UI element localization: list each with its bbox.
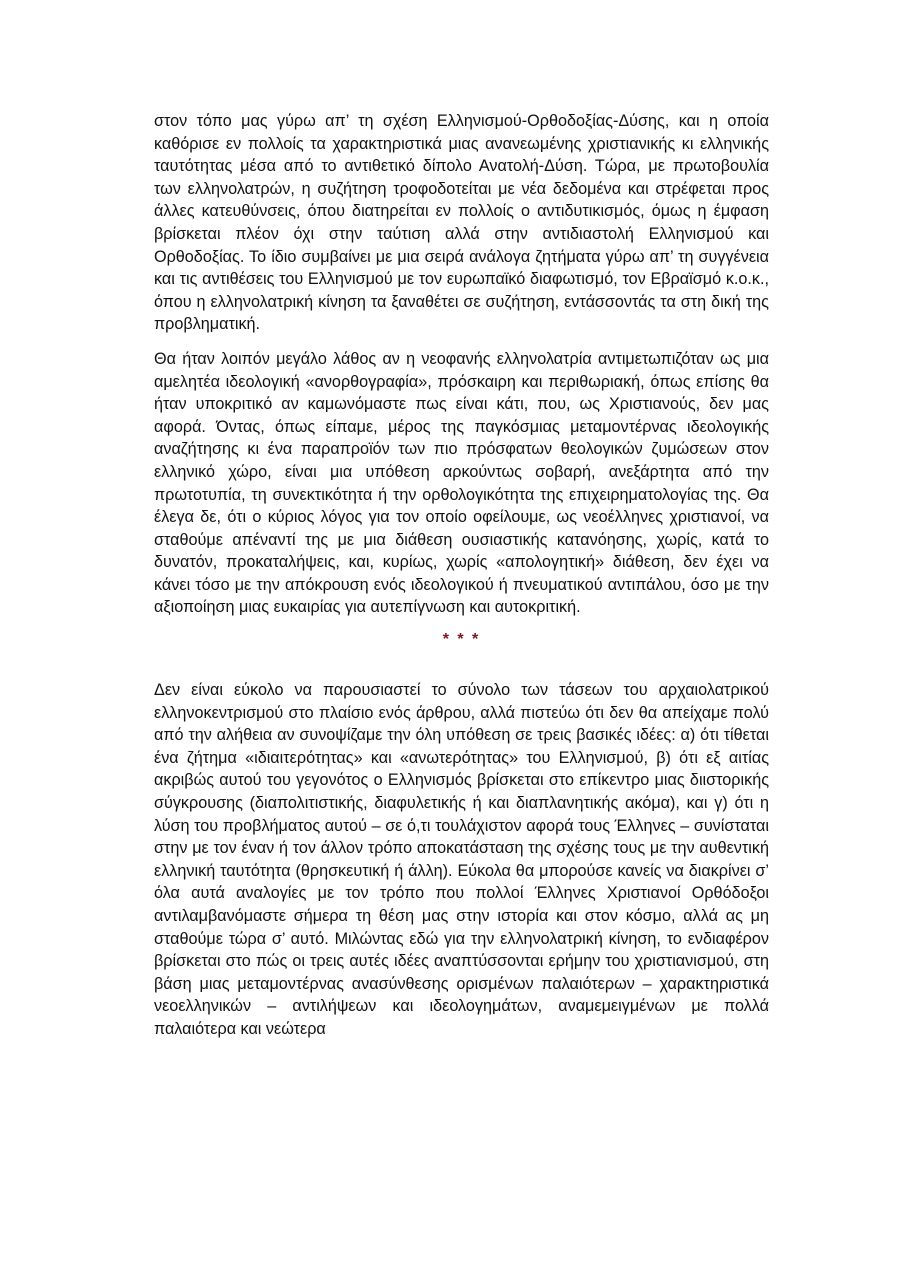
body-text [154, 110, 769, 1041]
paragraph-1: στον τόπο μας γύρω απ’ τη σχέση Ελληνισμού-Ορθοδοξίας-Δύσης, και η οποία καθόρισε εν πολλοίς τα χαρακτηριστικά μιας ανανεωμένης χριστιανικής κι ελληνικής ταυτότητας μέσα από το αντιθετικό δίπολο Ανατολή-Δύση. Τώρα, με πρωτοβουλία των ελληνολατρών, η συζήτηση τροφοδοτείται με νέα δεδομένα και στρέφεται προς άλλες κατευθύνσεις, όπου διατηρείται εν πολλοίς ο αντιδυτικισμός, όμως η έμφαση βρίσκεται πλέον όχι στην ταύτιση αλλά στην αντιδιαστολή Ελληνισμού και Ορθοδοξίας. Το ίδιο συμβαίνει με μια σειρά ανάλογα ζητήματα γύρω απ’ τη συγγένεια και τις αντιθέσεις του Ελληνισμού με τον ευρωπαϊκό διαφωτισμό, τον Εβραϊσμό κ.ο.κ., όπου η ελληνολατρική κίνηση τα ξαναθέτει σε συζήτηση, εντάσσοντάς τα στη δική της προβληματική. [154, 112, 769, 334]
section-separator: * * * [442, 631, 481, 649]
paragraph-3: Δεν είναι εύκολο να παρουσιαστεί το σύνολο των τάσεων του αρχαιολατρικού ελληνοκεντρισμού στο πλαίσιο ενός άρθρου, αλλά πιστεύω ότι δεν θα απείχαμε πολύ από την αλήθεια αν συνοψίζαμε την όλη υπόθεση σε τρεις βασικές ιδέες: α) ότι τίθεται ένα ζήτημα «ιδιαιτερότητας» και «ανωτερότητας» του Ελληνισμού, β) ότι εξ αιτίας ακριβώς αυτού του γεγονότος ο Ελληνισμός βρίσκεται στο επίκεντρο μιας διιστορικής σύγκρουσης (διαπολιτιστικής, διαφυλετικής ή και διαπλανητικής ακόμα), και γ) ότι η λύση του προβλήματος αυτού – σε ό,τι τουλάχιστον αφορά τους Έλληνες – συνίσταται στην με τον έναν ή τον άλλον τρόπο αποκατάσταση της σχέσης τους με την αυθεντική ελληνική ταυτότητα (θρησκευτική ή άλλη). Εύκολα θα μπορούσε κανείς να διακρίνει σ’ όλα αυτά αναλογίες με τον τρόπο που πολλοί Έλληνες Χριστιανοί Ορθόδοξοι αντιλαμβανόμαστε σήμερα τη θέση μας στην ιστορία και στον κόσμο, αλλά ας μη σταθούμε τώρα σ’ αυτό. Μιλώντας εδώ για την ελληνολατρική κίνηση, το ενδιαφέρον βρίσκεται στο πώς οι τρεις αυτές ιδέες αναπτύσσονται ερήμην του χριστιανισμού, στη βάση μιας μεταμοντέρνας ανασύνθεσης ορισμένων παλαιότερων – χαρακτηριστικά νεοελληνικών – αντιλήψεων και ιδεολογημάτων, αναμεμειγμένων με πολλά παλαιότερα και νεώτερα [154, 681, 769, 1038]
paragraph-2: Θα ήταν λοιπόν μεγάλο λάθος αν η νεοφανής ελληνολατρία αντιμετωπιζόταν ως μια αμελητέα ιδεολογική «ανορθογραφία», πρόσκαιρη και περιθωριακή, όπως επίσης θα ήταν υποκριτικό αν καμωνόμαστε πως είναι κάτι, που, ως Χριστιανούς, δεν μας αφορά. Όντας, όπως είπαμε, μέρος της παγκόσμιας μεταμοντέρνας ιδεολογικής αναζήτησης κι ένα παραπροϊόν των πιο πρόσφατων θεολογικών ζυμώσεων στον ελληνικό χώρο, είναι μια υπόθεση αρκούντως σοβαρή, ανεξάρτητα από την πρωτοτυπία, τη συνεκτικότητα ή την ορθολογικότητα της επιχειρηματολογίας της. Θα έλεγα δε, ότι ο κύριος λόγος για τον οποίο οφείλουμε, ως νεοέλληνες χριστιανοί, να σταθούμε απέναντί της με μια διάθεση ουσιαστικής κατανόησης, χωρίς, κατά το δυνατόν, προκαταλήψεις, και, κυρίως, χωρίς «απολογητική» διάθεση, δεν έχει να κάνει τόσο με την απόκρουση ενός ιδεολογικού ή πνευματικού αντιπάλου, όσο με την αξιοποίηση μιας ευκαιρίας για αυτεπίγνωση και αυτοκριτική. [154, 349, 769, 617]
